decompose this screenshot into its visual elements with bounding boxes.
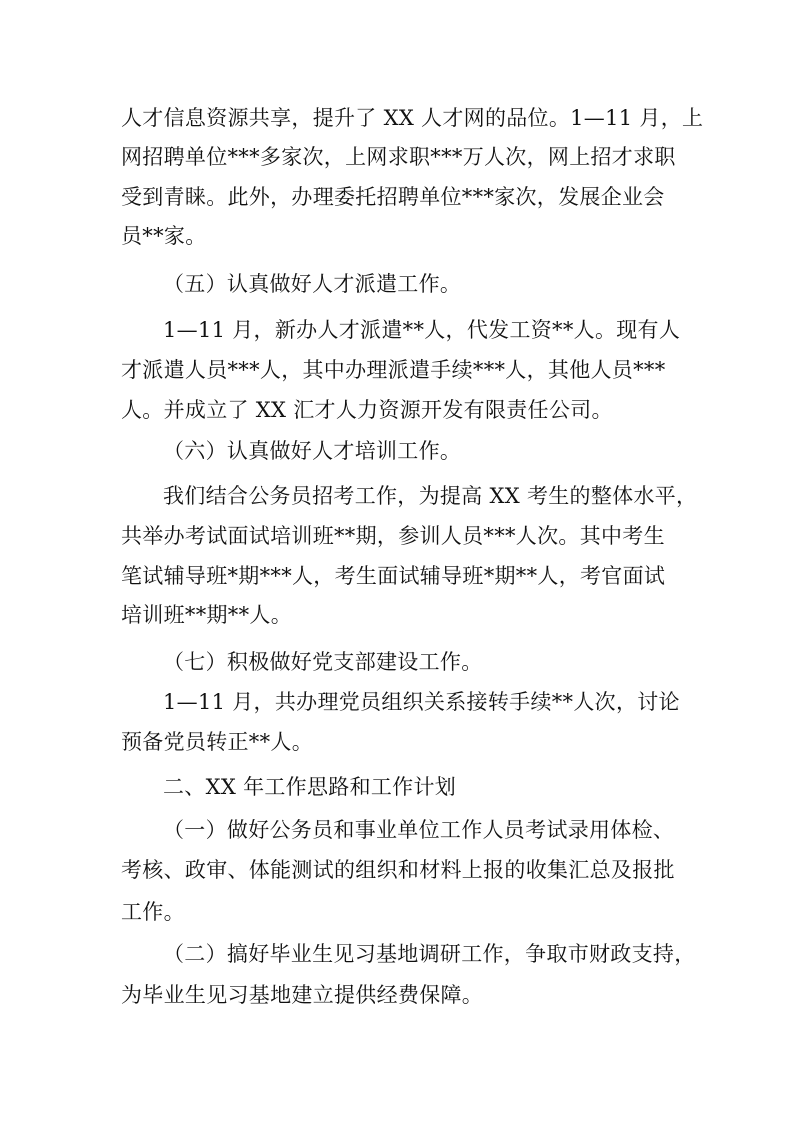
text-line: 受到青睐。此外，办理委托招聘单位***家次，发展企业会 bbox=[121, 185, 665, 209]
text-line: 培训班**期**人。 bbox=[121, 603, 292, 627]
text-line: 预备党员转正**人。 bbox=[121, 730, 313, 754]
section-heading: （七）积极做好党支部建设工作。 bbox=[163, 650, 483, 674]
section-heading: 二、XX 年工作思路和工作计划 bbox=[163, 775, 457, 799]
text-line: 员**家。 bbox=[121, 224, 207, 248]
text-line: 为毕业生见习基地建立提供经费保障。 bbox=[121, 983, 484, 1007]
section-heading: （二）搞好毕业生见习基地调研工作，争取市财政支持， bbox=[163, 942, 696, 966]
text-line: 网招聘单位***多家次，上网求职***万人次，网上招才求职 bbox=[121, 145, 676, 169]
text-line: 人。并成立了 XX 汇才人力资源开发有限责任公司。 bbox=[121, 398, 613, 422]
text-line: 考核、政审、体能测试的组织和材料上报的收集汇总及报批 bbox=[121, 858, 675, 882]
text-line: 工作。 bbox=[121, 900, 185, 924]
text-line: 才派遣人员***人，其中办理派遣手续***人，其他人员*** bbox=[121, 358, 666, 382]
text-line: 我们结合公务员招考工作，为提高 XX 考生的整体水平， bbox=[163, 484, 698, 508]
text-line: 1—11 月，共办理党员组织关系接转手续**人次，讨论 bbox=[163, 690, 680, 714]
section-heading: （一）做好公务员和事业单位工作人员考试录用体检、 bbox=[163, 818, 675, 842]
text-line: 人才信息资源共享，提升了 XX 人才网的品位。1—11 月，上 bbox=[121, 106, 704, 130]
text-line: 共举办考试面试培训班**期，参训人员***人次。其中考生 bbox=[121, 524, 665, 548]
section-heading: （六）认真做好人才培训工作。 bbox=[163, 439, 462, 463]
text-line: 笔试辅导班*期***人，考生面试辅导班*期**人，考官面试 bbox=[121, 564, 666, 588]
text-line: 1—11 月，新办人才派遣**人，代发工资**人。现有人 bbox=[163, 318, 681, 342]
section-heading: （五）认真做好人才派遣工作。 bbox=[163, 272, 462, 296]
